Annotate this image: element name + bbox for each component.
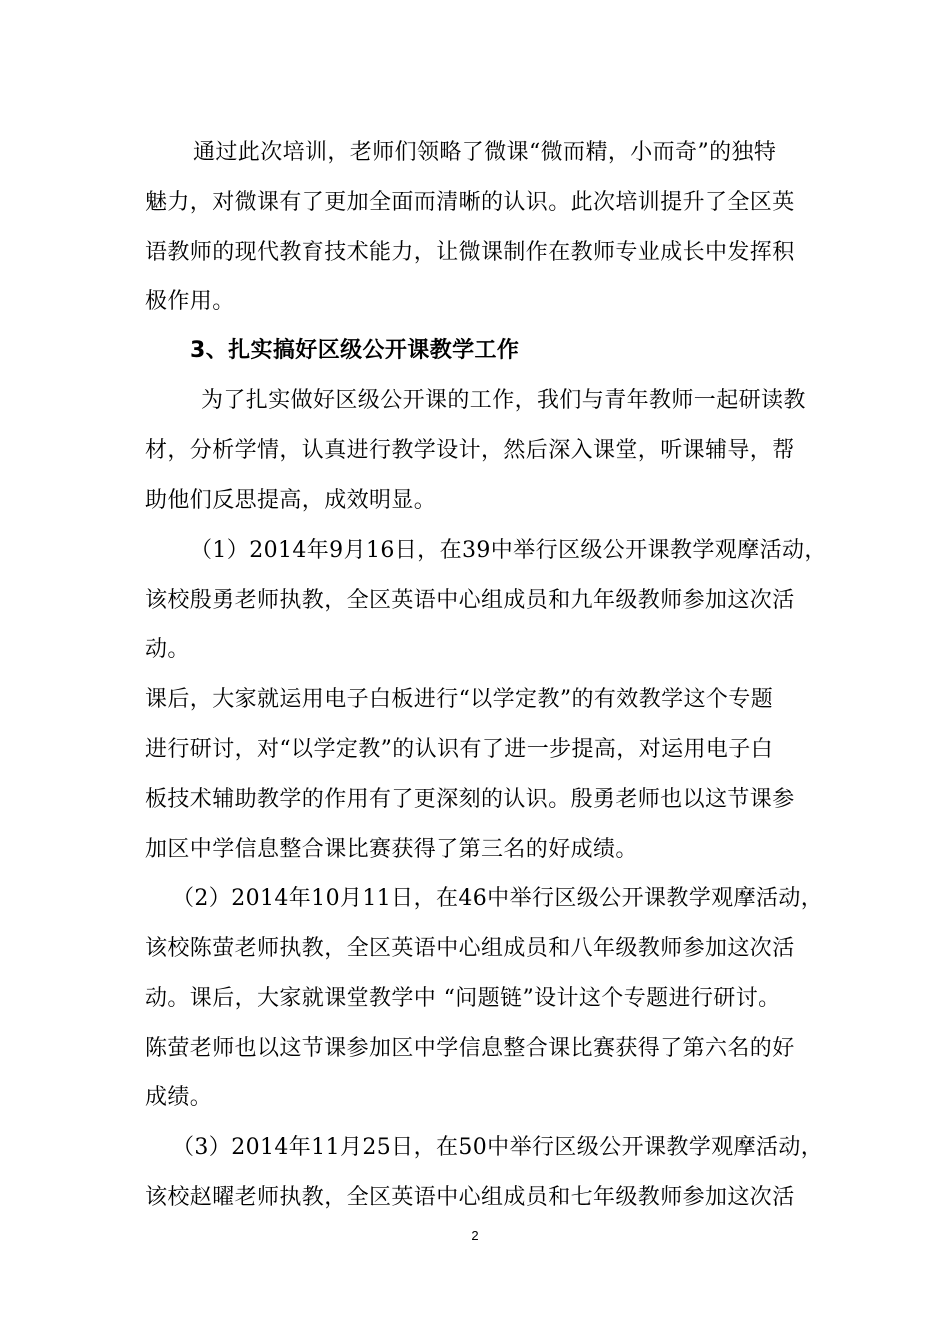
paragraph-line: 魅力，对微课有了更加全面而清晰的认识。此次培训提升了全区英 <box>145 190 795 215</box>
paragraph-line: 该校陈萤老师执教，全区英语中心组成员和八年级教师参加这次活 <box>145 936 795 961</box>
paragraph-line: 陈萤老师也以这节课参加区中学信息整合课比赛获得了第六名的好 <box>145 1036 795 1061</box>
paragraph-line: 动。课后，大家就课堂教学中 “问题链”设计这个专题进行研讨。 <box>145 986 781 1011</box>
paragraph-line: 语教师的现代教育技术能力，让微课制作在教师专业成长中发挥积 <box>145 240 795 265</box>
paragraph-line: 进行研讨，对“以学定教”的认识有了进一步提高，对运用电子白 <box>145 737 774 762</box>
section-heading: 3、扎实搞好区级公开课教学工作 <box>190 338 520 363</box>
paragraph-line: 课后，大家就运用电子白板进行“以学定教”的有效教学这个专题 <box>145 687 774 712</box>
paragraph-line: 加区中学信息整合课比赛获得了第三名的好成绩。 <box>145 837 638 862</box>
list-item-line: （2）2014年10月11日，在46中举行区级公开课教学观摩活动， <box>172 886 824 911</box>
page-number: 2 <box>471 1228 479 1243</box>
paragraph-line: 板技术辅助教学的作用有了更深刻的认识。殷勇老师也以这节课参 <box>145 787 795 812</box>
paragraph-line: 通过此次培训，老师们领略了微课“微而精，小而奇”的独特 <box>193 140 777 165</box>
paragraph-line: 材，分析学情，认真进行教学设计，然后深入课堂，听课辅导，帮 <box>145 438 795 463</box>
paragraph-line: 极作用。 <box>145 289 235 314</box>
paragraph-line: 该校赵曜老师执教，全区英语中心组成员和七年级教师参加这次活 <box>145 1185 795 1210</box>
list-item-line: （1）2014年9月16日，在39中举行区级公开课教学观摩活动， <box>190 538 827 563</box>
paragraph-line: 动。 <box>145 637 190 662</box>
paragraph-line: 该校殷勇老师执教，全区英语中心组成员和九年级教师参加这次活 <box>145 588 795 613</box>
list-item-line: （3）2014年11月25日，在50中举行区级公开课教学观摩活动， <box>172 1135 824 1160</box>
paragraph-line: 为了扎实做好区级公开课的工作，我们与青年教师一起研读教 <box>201 388 806 413</box>
paragraph-line: 成绩。 <box>145 1085 213 1110</box>
paragraph-line: 助他们反思提高，成效明显。 <box>145 488 437 513</box>
